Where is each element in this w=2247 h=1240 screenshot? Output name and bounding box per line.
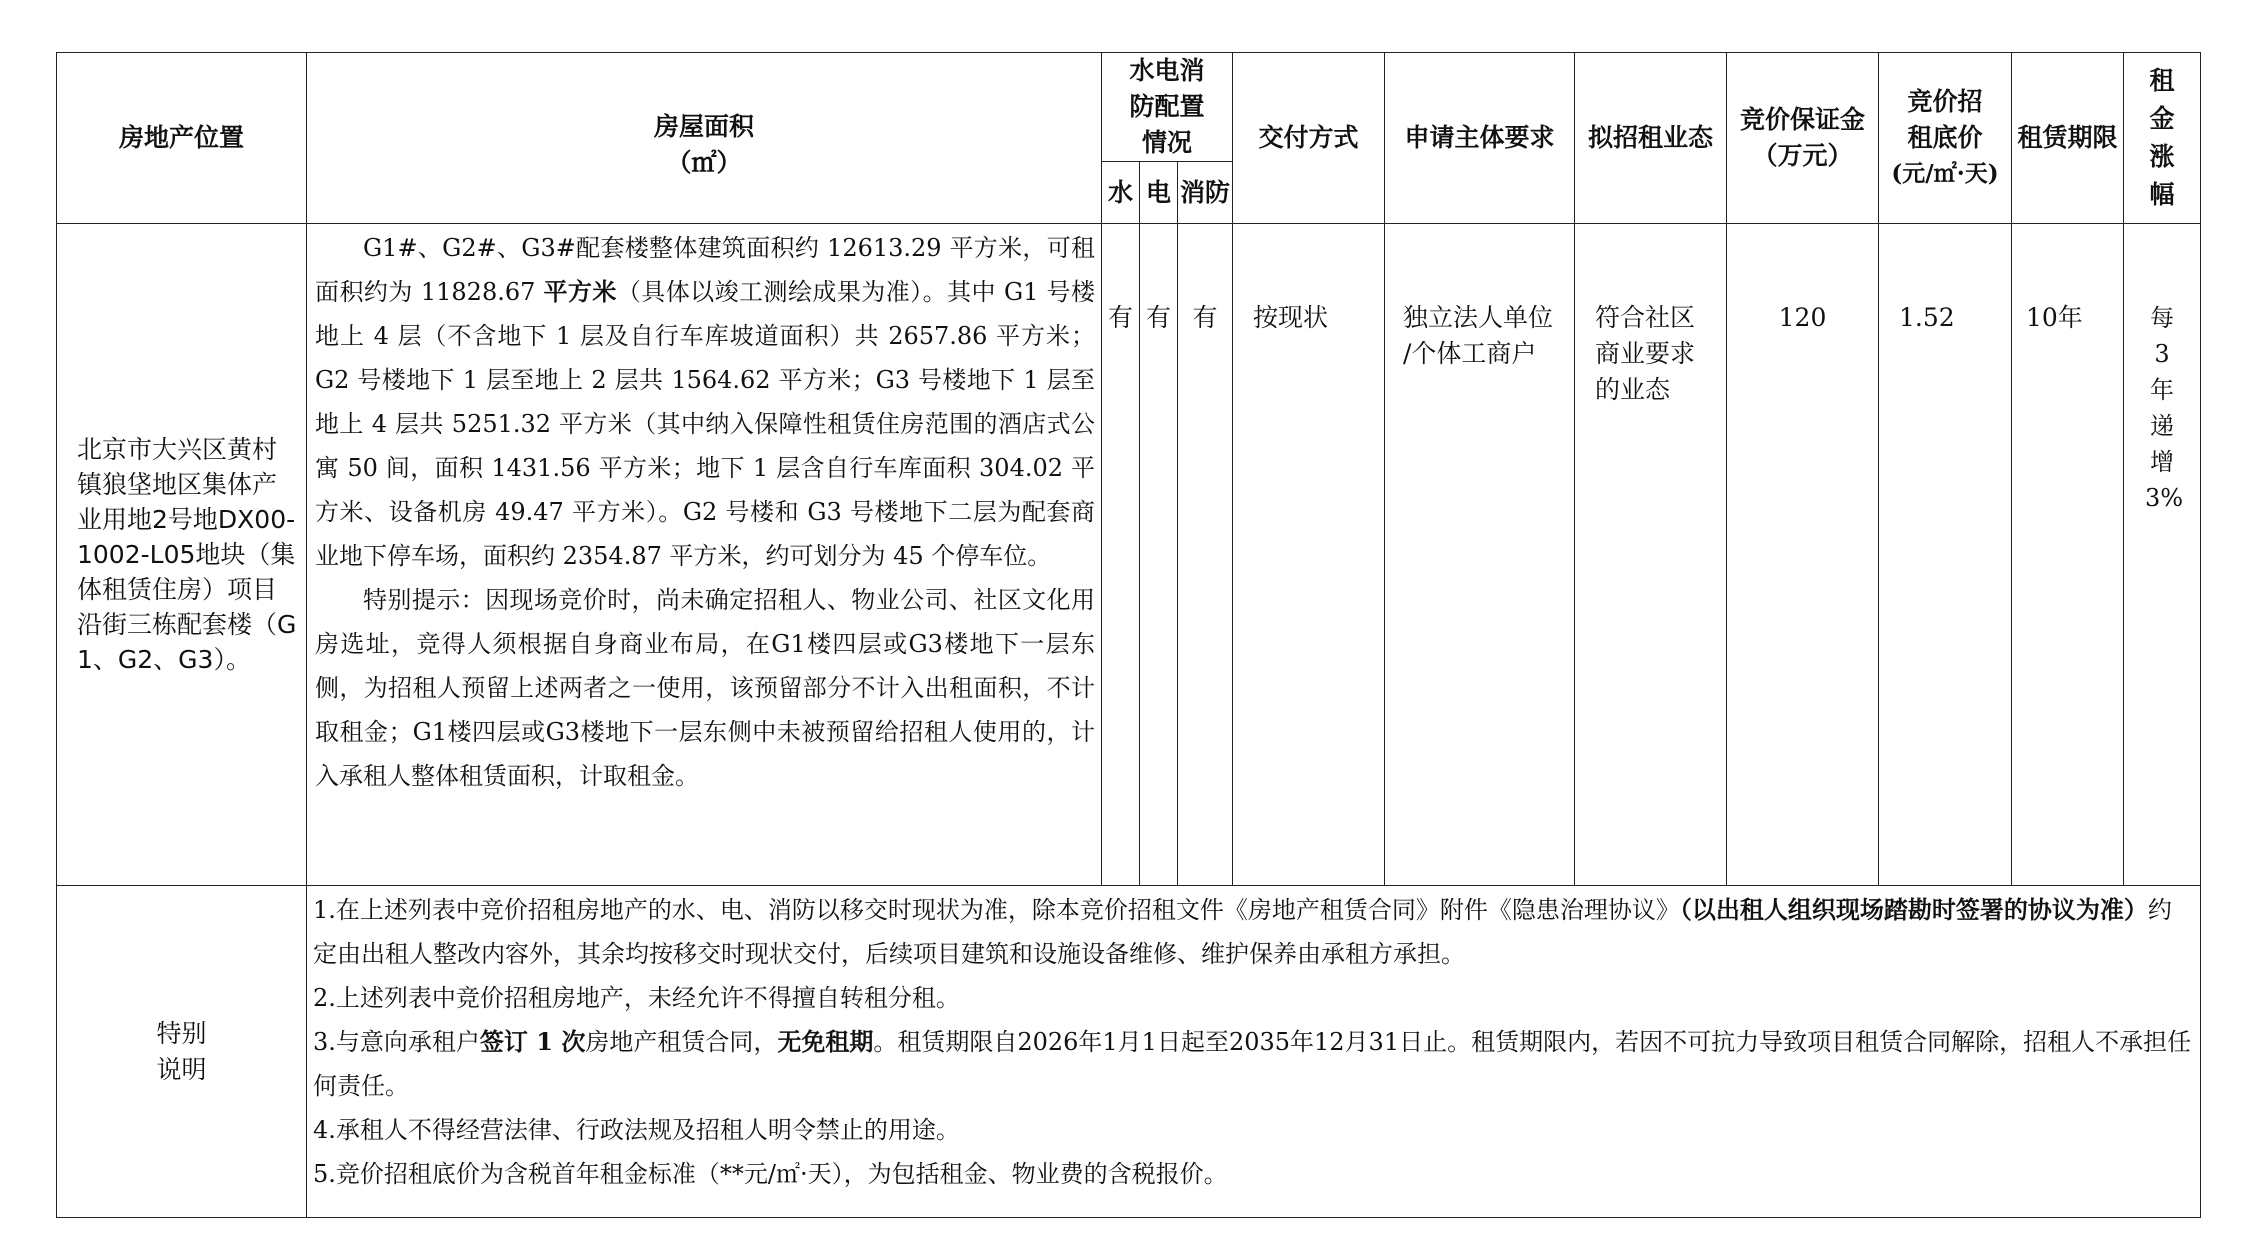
note-1 — [313, 888, 2192, 976]
header-base-price-unit: (元/㎡·天) — [1891, 160, 1999, 187]
header-applicant-text: 申请主体要求 — [1404, 123, 1555, 152]
header-lease-term-text: 租赁期限 — [2017, 123, 2118, 152]
water-value: 有 — [1107, 303, 1133, 332]
cell-rent-increase — [2124, 224, 2201, 886]
header-row-1 — [57, 53, 2201, 162]
header-applicant — [1385, 53, 1575, 224]
header-location-text: 房地产位置 — [118, 123, 244, 152]
fire-value: 有 — [1192, 303, 1218, 332]
header-rent-increase-text: 租金涨幅 — [2149, 66, 2175, 209]
cell-base-price — [1879, 224, 2012, 886]
cell-delivery — [1233, 224, 1385, 886]
area-paragraph-2: 特别提示：因现场竞价时，尚未确定招租人、物业公司、社区文化用房选址，竞得人须根据自身商业布局，在G1楼四层或G3楼地下一层东侧，为招租人预留上述两者之一使用，该预留部分不计入出租面积，不计取租金；G1楼四层或G3楼地下一层东侧中未被预留给招租人使用的，计入承租人整体租赁面积，计取租金。 — [315, 586, 1095, 790]
header-area-unit: （㎡） — [666, 148, 742, 177]
cell-lease-term — [2012, 224, 2124, 886]
cell-applicant — [1385, 224, 1575, 886]
cell-notes — [307, 886, 2201, 1218]
header-deposit-text: 竞价保证金 — [1739, 105, 1865, 134]
header-business-text: 拟招租业态 — [1587, 123, 1713, 152]
header-area-text: 房屋面积 — [653, 112, 754, 141]
header-deposit — [1727, 53, 1879, 224]
power-value: 有 — [1145, 303, 1171, 332]
area-paragraph-1 — [315, 226, 1095, 578]
cell-area — [307, 224, 1102, 886]
note-3-b: 房地产租赁合同， — [585, 1028, 778, 1056]
note-3-a: 3.与意向承租户 — [313, 1028, 480, 1056]
deposit-value: 120 — [1778, 303, 1827, 332]
cell-water — [1102, 224, 1140, 886]
notes-row — [57, 886, 2201, 1218]
cell-location — [57, 224, 307, 886]
cell-notes-label — [57, 886, 307, 1218]
note-4: 4.承租人不得经营法律、行政法规及招租人明令禁止的用途。 — [313, 1116, 960, 1144]
header-lease-term — [2012, 53, 2124, 224]
header-water — [1102, 162, 1140, 224]
header-delivery — [1233, 53, 1385, 224]
location-text: 北京市大兴区黄村镇狼垡地区集体产业用地2号地DX00-1002-L05地块（集体租赁住房）项目沿街三栋配套楼（G1、G2、G3）。 — [77, 435, 297, 674]
header-water-text: 水 — [1107, 177, 1133, 207]
note-1-bold: （以出租人组织现场踏勘时签署的协议为准） — [1679, 895, 2148, 924]
header-power-text: 电 — [1145, 177, 1171, 207]
applicant-line-2: /个体工商户 — [1403, 339, 1537, 368]
note-2: 2.上述列表中竞价招租房地产，未经允许不得擅自转租分租。 — [313, 984, 960, 1012]
delivery-value: 按现状 — [1253, 303, 1329, 332]
base-price-value: 1.52 — [1899, 303, 1955, 332]
applicant-line-1: 独立法人单位 — [1403, 303, 1554, 332]
header-base-price-text: 竞价招租底价 — [1907, 87, 1983, 152]
cell-power — [1140, 224, 1178, 886]
header-utilities-text: 水电消防配置情况 — [1129, 56, 1205, 157]
note-1-b: 约定由出租人整改内容外，其余均按移交时现状交付，后续项目建筑和设施设备维修、维护保养由承租方承担。 — [313, 896, 2172, 968]
lease-table — [56, 52, 2201, 1218]
note-3 — [313, 1020, 2192, 1108]
area-p1-bold: 平方米 — [543, 277, 617, 306]
data-row — [57, 224, 2201, 886]
note-3-bold-1: 签订 1 次 — [479, 1027, 586, 1056]
note-5: 5.竞价招租底价为含税首年租金标准（**元/㎡·天），为包括租金、物业费的含税报价。 — [313, 1160, 1228, 1188]
notes-label-line-2: 说明 — [156, 1054, 207, 1084]
business-value: 符合社区商业要求的业态 — [1595, 303, 1696, 404]
cell-business — [1575, 224, 1727, 886]
rent-increase-value: 每3年递增3% — [2145, 304, 2184, 512]
header-power — [1140, 162, 1178, 224]
header-base-price — [1879, 53, 2012, 224]
cell-fire — [1178, 224, 1233, 886]
note-3-bold-2: 无免租期 — [777, 1027, 874, 1056]
header-delivery-text: 交付方式 — [1258, 123, 1359, 152]
header-business — [1575, 53, 1727, 224]
lease-term-value: 10年 — [2026, 303, 2083, 332]
area-p1-b: （具体以竣工测绘成果为准）。其中 G1 号楼地上 4 层（不含地下 1 层及自行车库坡道面积）共 2657.86 平方米；G2 号楼地下 1 层至地上 2 层共 1564.62 平方米；G3 号楼地下 1 层至地上 4 层共 5251.32 平方米（其中纳入保障性租赁住房范围的酒店式公寓 50 间，面积 1431.56 平方米；地下 1 层含自行车库面积 304.02 平方米、设备机房 49.47 平方米）。G2 号楼和 G3 号楼地下二层为配套商业地下停车场，面积约 2354.87 平方米，约可划分为 45 个停车位。 — [315, 278, 1096, 570]
header-location — [57, 53, 307, 224]
area-p1-a: G1#、G2#、G3#配套楼整体建筑面积约 12613.29 平方米，可租面积约为 11828.67 — [315, 234, 1095, 306]
cell-deposit — [1727, 224, 1879, 886]
header-deposit-unit: （万元） — [1752, 141, 1853, 170]
note-1-a: 1.在上述列表中竞价招租房地产的水、电、消防以移交时现状为准，除本竞价招租文件《房地产租赁合同》附件《隐患治理协议》 — [313, 896, 1680, 924]
header-rent-increase — [2124, 53, 2201, 224]
header-fire-text: 消防 — [1179, 177, 1230, 207]
header-utilities — [1102, 53, 1233, 162]
note-3-c: 。租赁期限自2026年1月1日起至2035年12月31日止。租赁期限内，若因不可抗力导致项目租赁合同解除，招租人不承担任何责任。 — [313, 1028, 2192, 1100]
notes-label-line-1: 特别 — [156, 1018, 207, 1048]
header-fire — [1178, 162, 1233, 224]
header-area — [307, 53, 1102, 224]
